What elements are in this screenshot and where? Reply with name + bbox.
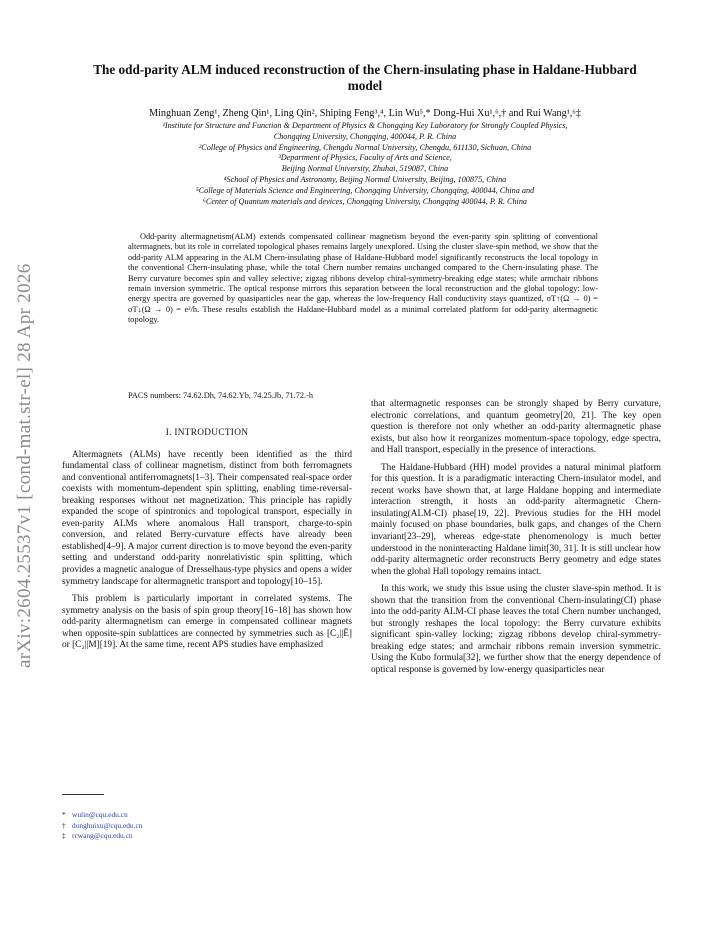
footnote-item xyxy=(62,831,142,842)
footnote-mark: † xyxy=(62,820,66,830)
footnote-item xyxy=(62,810,142,821)
affiliation-line: ²College of Physics and Engineering, Chengdu Normal University, Chengdu, 611130, Sichuan, China xyxy=(198,142,532,152)
email-link[interactable]: wulin@cqu.edu.cn xyxy=(72,810,128,819)
footnote-item xyxy=(62,821,142,832)
body-paragraph: Altermagnets (ALMs) have recently been identified as the third fundamental class of collinear magnetism, distinct from both ferromagnets and conventional antiferromagnets[1–3]. Their compensated real-space order coexists with momentum-dependent spin splitting, enabling time-reversal-breaking responses without net magnetization. This principle has rapidly expanded the scope of spintronics and topological transport, especially in even-parity ALMs where anomalous Hall transport, charge-to-spin conversion, and related Berry-curvature effects have already been established[4–9]. A major current direction is to move beyond the even-parity setting and understand odd-parity nonrelativistic spin splitting, which provides a magnetic analogue of Dresselhaus-type physics and opens a wider symmetry landscape for altermagnetic transport and topology[10–15]. xyxy=(62,449,352,587)
affiliation-line: ⁶Center of Quantum materials and devices, Chongqing University, Chongqing 400044, P. R. China xyxy=(202,196,528,206)
email-link[interactable]: rcwang@cqu.edu.cn xyxy=(72,831,133,840)
body-paragraph: that altermagnetic responses can be strongly shaped by Berry curvature, electronic correlations, and quantum geometry[20, 21]. The key open question is therefore not only whether an odd-parity altermagnetic phase exists, but also how it reorganizes momentum-space topology, edge spectra, and Hall transport, especially in the presence of interactions. xyxy=(371,399,661,456)
author-list: Minghuan Zeng¹, Zheng Qin¹, Ling Qin², Shiping Feng³,⁴, Lin Wu⁵,* Dong-Hui Xu¹,⁶,† and Rui Wang¹,⁶‡ xyxy=(149,108,581,119)
affiliation-line: ⁵College of Materials Science and Engineering, Chongqing University, Chongqing, 400044, China and xyxy=(195,185,535,195)
affiliations xyxy=(50,121,680,207)
affiliation-line: ³Department of Physics, Faculty of Arts and Science, xyxy=(278,153,452,163)
paper-title: The odd-parity ALM induced reconstruction of the Chern-insulating phase in Haldane-Hubbard model xyxy=(93,62,637,93)
affiliation-line: ⁴School of Physics and Astronomy, Beijing Normal University, Beijing, 100875, China xyxy=(223,174,507,184)
affiliation-line: Chongqing University, Chongqing, 400044, P. R. China xyxy=(273,131,457,141)
footnote-divider xyxy=(62,794,104,795)
footnote-mark: * xyxy=(62,810,66,819)
affiliation-line: ¹Institute for Structure and Function & Department of Physics & Chongqing Key Laboratory for Strongly Coupled Physics, xyxy=(162,121,568,130)
pacs-numbers: PACS numbers: 74.62.Dh, 74.62.Yb, 74.25.Jb, 71.72.-h xyxy=(128,391,314,400)
footnote-mark: ‡ xyxy=(62,831,66,840)
body-paragraph: The Haldane-Hubbard (HH) model provides a natural minimal platform for this question. It is a paradigmatic interacting Chern-insulator model, and recent works have shown that, at large Haldane hopping and intermediate interaction strength, it hosts an odd-parity altermagnetic Chern-insulating(ALM-CI) phase[19, 22]. Previous studies for the HH model mainly focused on phase boundaries, bulk gaps, and changes of the Chern invariant[23–29], whereas edge-state phenomenology is much better understood in the noninteracting Haldane limit[30, 31]. It is still unclear how odd-parity altermagnetic order reconstructs Berry geometry and edge states when the global Hall topology remains intact. xyxy=(371,462,661,577)
right-column xyxy=(371,399,661,683)
body-paragraph: In this work, we study this issue using the cluster slave-spin method. It is shown that the transition from the conventional Chern-insulating(CI) phase into the odd-parity ALM-CI phase leaves the total Chern number unchanged, but strongly reshapes the local topology: the Berry curvature exhibits significant spin-valley locking; zigzag ribbons develop chiral-symmetry-breaking edge states; and armchair ribbons remain inversion symmetric. Using the Kubo formula[32], we further show that the energy dependence of optical response is governed by low-energy quasiparticles near xyxy=(371,584,661,676)
section-heading: I. INTRODUCTION xyxy=(165,428,249,438)
left-column xyxy=(62,428,352,658)
abstract: Odd-parity altermagnetism(ALM) extends compensated collinear magnetism beyond the even-parity spin splitting of conventional altermagnets, but its role in correlated topological phases remains largely unexplored. Using the cluster slave-spin method, we show that the odd-parity ALM appearing in the ALM Chern-insulating phase of Haldane-Hubbard model significantly reconstructs the local topology in the conventional Chern-insulating phase, while the total Chern number remains unchanged compared to the Chern-insulating phase. The Berry curvature becomes spin and valley selective; zigzag ribbons develop chiral-symmetry-breaking edge states; while armchair ribbons remain inversion symmetric. The optical response mirrors this separation between the local reconstruction and the global topology: low-energy spectra are governed by quasiparticles near the gap, whereas the low-frequency Hall conductivity stays quantized, σT↑(Ω → 0) = σT↓(Ω → 0) = e²/h. These results establish the Haldane-Hubbard model as a minimal correlated platform for odd-parity altermagnetic topology. xyxy=(128,232,598,325)
email-link[interactable]: donghuixu@cqu.edu.cn xyxy=(72,820,143,830)
footnotes xyxy=(62,810,142,842)
body-paragraph: This problem is particularly important in correlated systems. The symmetry analysis on the basis of spin group theory[16–18] has shown how odd-parity altermagnetism can emerge in compensated collinear magnets when opposite-spin sublattices are connected by symmetries such as [C₂||Ē] or [C₂||M][19]. At the same time, recent APS studies have emphasized xyxy=(62,594,352,651)
affiliation-line: Beijing Normal University, Zhuhai, 519087, China xyxy=(281,164,449,174)
arxiv-identifier: arXiv:2604.25537v1 [cond-mat.str-el] 28 Apr 2026 xyxy=(14,263,35,668)
